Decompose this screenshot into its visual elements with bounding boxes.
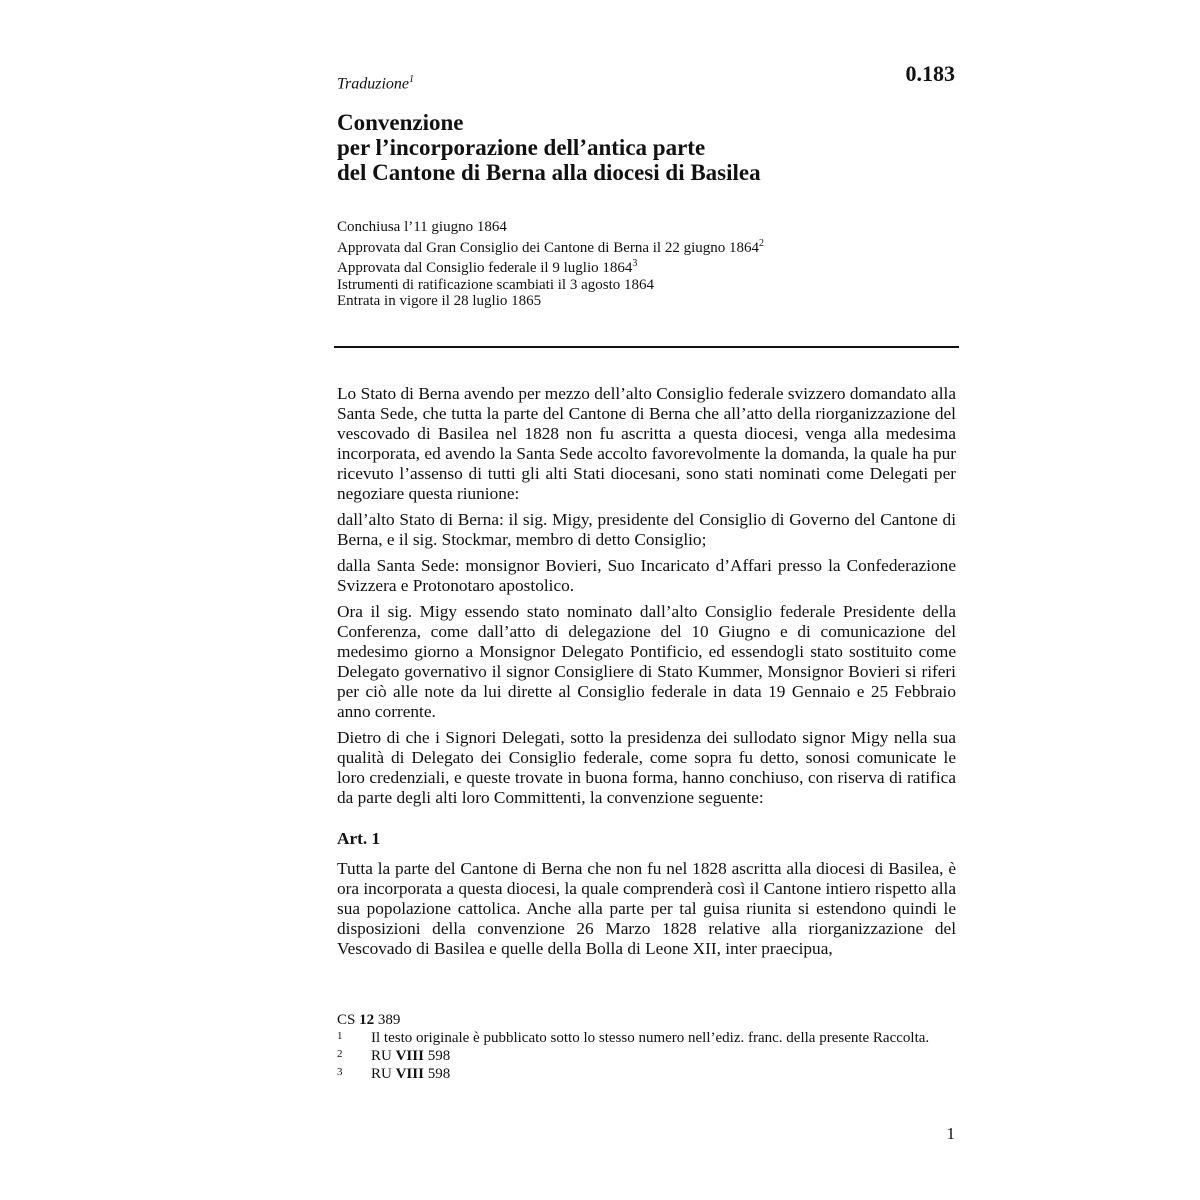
page-number: 1 <box>946 1124 955 1143</box>
title-line-1: Convenzione <box>337 110 464 135</box>
translation-label <box>337 74 414 93</box>
article-1-text: Tutta la parte del Cantone di Berna che non fu nel 1828 ascritta alla diocesi di Basilea, è ora incorporata a questa diocesi, la quale comprenderà così il Cantone intiero rispetto alla sua popolazione cattolica. Anche alla parte per tal guisa riunita si estendono quindi le disposizioni della convenzione 26 Marzo 1828 relative alla riorganizzazione del Vescovado di Basilea e quelle della Bolla di Leone XII, inter praecipua, <box>337 859 957 958</box>
metadata-block <box>337 219 764 310</box>
footnote-text <box>371 1048 937 1064</box>
ratification-date: Istrumenti di ratificazione scambiati il 3 agosto 1864 <box>337 276 654 293</box>
document-body <box>337 384 956 965</box>
footnote-number: 2 <box>337 1048 343 1060</box>
ru-page: 598 <box>427 1048 451 1064</box>
approved-canton-text: Approvata dal Gran Consiglio dei Cantone di Berna il 22 giugno 1864 <box>337 239 760 256</box>
approved-federal-text: Approvata dal Consiglio federale il 9 luglio 1864 <box>337 260 633 276</box>
entry-into-force: Entrata in vigore il 28 luglio 1865 <box>337 293 542 309</box>
footnote-text: Il testo originale è pubblicato sotto lo stesso numero nell’ediz. franc. della presente Raccolta. <box>371 1030 930 1046</box>
paragraph-substitution: Ora il sig. Migy essendo stato nominato dall’alto Consiglio federale Presidente della Conferenza, come dall’atto di delegazione del 10 Giugno e di comunicazione del medesimo giorno a Monsignor Delegato Pontificio, ed essendogli stato sostituito come Delegato governativo il signor Consigliere di Stato Kummer, Monsignor Bovieri si riferi per ciò alle note da lui dirette al Consiglio federale in data 19 Gennaio e 25 Febbraio anno corrente. <box>337 602 956 721</box>
footnote-number: 3 <box>337 1066 343 1078</box>
approved-canton <box>337 236 764 257</box>
approved-federal <box>337 256 764 277</box>
footnote-ref-2[interactable]: 2 <box>759 237 765 249</box>
footnote-1 <box>337 1030 937 1046</box>
cs-reference <box>337 1012 937 1028</box>
concluded-date: Conchiusa l’11 giugno 1864 <box>337 219 507 235</box>
cs-volume: 12 <box>359 1012 375 1028</box>
ru-volume: VIII <box>395 1066 424 1082</box>
document-number: 0.183 <box>905 61 955 86</box>
cs-page: 389 <box>377 1012 401 1028</box>
footnote-2 <box>337 1048 937 1064</box>
ru-prefix: RU <box>371 1048 392 1064</box>
title-line-3: del Cantone di Berna alla diocesi di Basilea <box>337 160 761 185</box>
title-line-2: per l’incorporazione dell’antica parte <box>337 135 706 160</box>
paragraph-bern-delegates: dall’alto Stato di Berna: il sig. Migy, presidente del Consiglio di Governo del Cantone di Berna, e il sig. Stockmar, membro di detto Consiglio; <box>337 510 956 549</box>
translation-label-text: Traduzione <box>337 75 410 93</box>
article-1-heading: Art. 1 <box>337 829 381 848</box>
ru-prefix: RU <box>371 1066 392 1082</box>
footnote-3 <box>337 1066 937 1082</box>
footnote-text <box>371 1066 937 1082</box>
footnote-number: 1 <box>337 1030 343 1042</box>
horizontal-rule <box>334 346 959 348</box>
paragraph-credentials: Dietro di che i Signori Delegati, sotto la presidenza dei sullodato signor Migy nella sua qualità di Delegato dei Consiglio federale, come sopra fu detto, sonosi comunicate le loro credenziali, e queste trovate in buona forma, hanno conchiuso, con riserva di ratifica da parte degli alti loro Committenti, la convenzione seguente: <box>337 728 956 807</box>
cs-prefix: CS <box>337 1012 356 1028</box>
paragraph-holy-see-delegate: dalla Santa Sede: monsignor Bovieri, Suo Incaricato d’Affari presso la Confederazione Svizzera e Protonotaro apostolico. <box>337 556 956 595</box>
footnote-ref-3[interactable]: 3 <box>632 258 638 269</box>
ru-volume: VIII <box>395 1048 424 1064</box>
page-title <box>337 110 977 185</box>
paragraph-preamble: Lo Stato di Berna avendo per mezzo dell’alto Consiglio federale svizzero domandato alla Santa Sede, che tutta la parte del Cantone di Berna che all’atto della riorganizzazione del vescovado di Basilea nel 1828 non fu ascritta a questa diocesi, venga alla medesima incorporata, ed avendo la Santa Sede accolto favorevolmente la domanda, la quale ha pur ricevuto l’assenso di tutti gli alti Stati diocesani, sono stati nominati come Delegati per negoziare questa riunione: <box>337 384 956 503</box>
footnotes <box>337 1012 937 1082</box>
ru-page: 598 <box>427 1066 451 1082</box>
footnote-ref-1[interactable]: 1 <box>409 74 415 85</box>
